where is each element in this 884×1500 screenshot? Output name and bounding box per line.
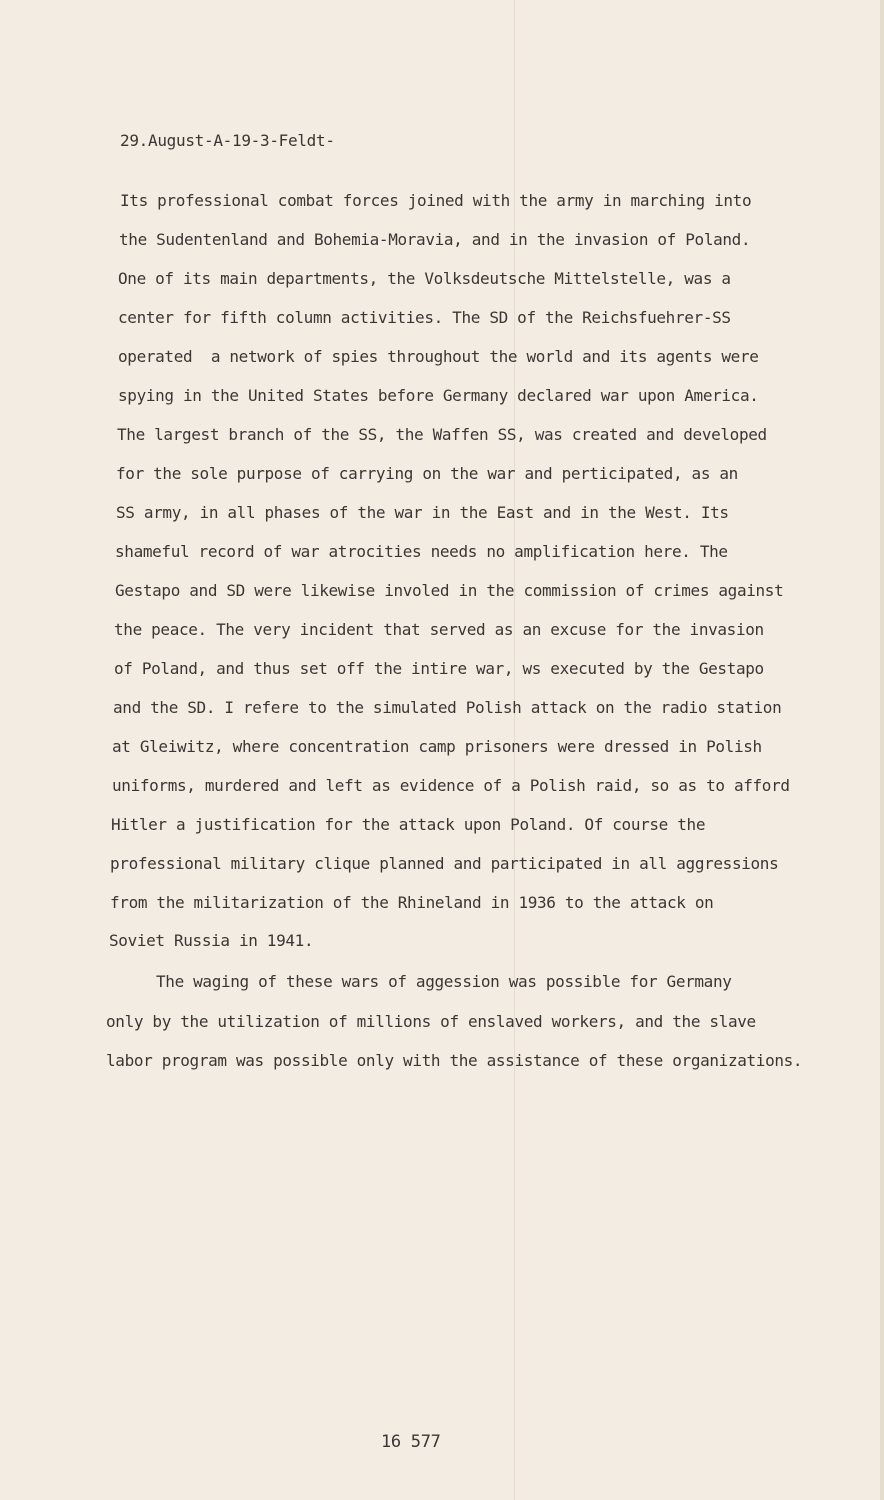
text-line: professional military clique planned and participated in all aggressions [110,854,779,873]
text-line: only by the utilization of millions of enslaved workers, and the slave [106,1012,756,1031]
text-line: center for fifth column activities. The SD of the Reichsfuehrer-SS [118,308,731,327]
text-line: Soviet Russia in 1941. [109,931,314,950]
text-line: spying in the United States before Germany declared war upon America. [118,386,759,405]
document-header: 29.August-A-19-3-Feldt- [120,131,335,150]
text-line: Hitler a justification for the attack upon Poland. Of course the [111,815,706,834]
text-line: The largest branch of the SS, the Waffen SS, was created and developed [117,425,767,444]
text-line: of Poland, and thus set off the intire war, ws executed by the Gestapo [114,659,764,678]
text-line: from the militarization of the Rhineland in 1936 to the attack on [110,893,714,912]
text-line: shameful record of war atrocities needs no amplification here. The [115,542,728,561]
text-line: Its professional combat forces joined with the army in marching into [120,191,752,210]
text-line: and the SD. I refere to the simulated Polish attack on the radio station [113,698,782,717]
text-line: SS army, in all phases of the war in the East and in the West. Its [116,503,729,522]
text-line: labor program was possible only with the assistance of these organizations. [106,1051,803,1070]
text-line: for the sole purpose of carrying on the war and perticipated, as an [116,464,738,483]
page-number: 16 577 [381,1432,441,1452]
text-line: One of its main departments, the Volksdeutsche Mittelstelle, was a [118,269,731,288]
text-line: uniforms, murdered and left as evidence of a Polish raid, so as to afford [112,776,790,795]
text-line: The waging of these wars of aggession was possible for Germany [156,972,732,991]
text-line: the Sudentenland and Bohemia-Moravia, and in the invasion of Poland. [119,230,751,249]
text-line: operated a network of spies throughout the world and its agents were [118,347,759,366]
text-line: the peace. The very incident that served as an excuse for the invasion [114,620,764,639]
text-line: Gestapo and SD were likewise involed in the commission of crimes against [115,581,784,600]
text-line: at Gleiwitz, where concentration camp prisoners were dressed in Polish [112,737,762,756]
